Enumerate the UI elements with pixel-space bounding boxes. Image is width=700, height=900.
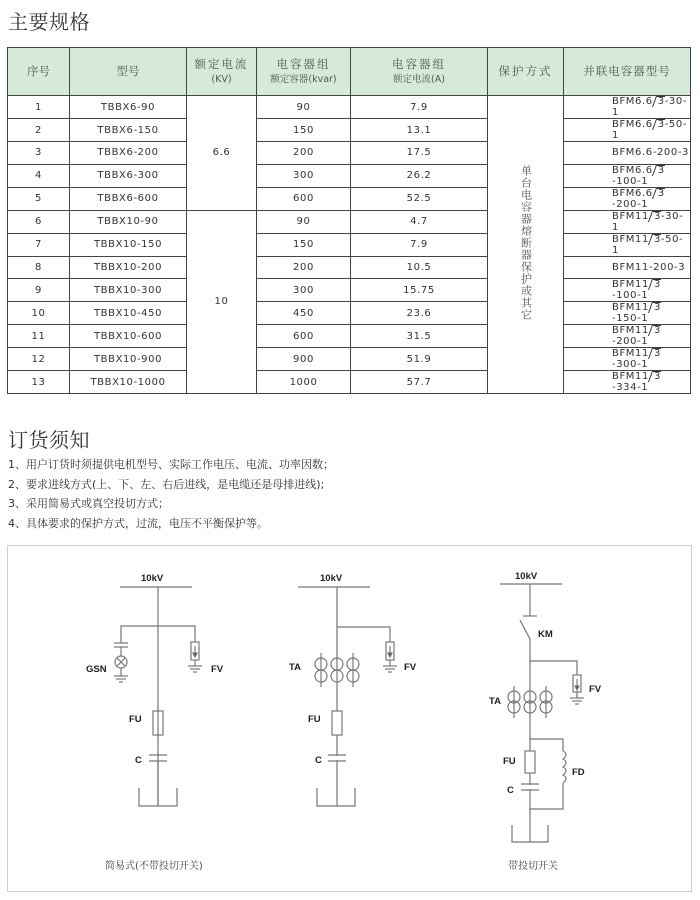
cell-current: 13.1 xyxy=(351,119,488,142)
header-no: 序号 xyxy=(8,48,70,96)
bfm-suffix: -200-1 xyxy=(612,336,649,348)
cell-model: TBBX10-200 xyxy=(70,256,187,279)
left-diagram-caption: 简易式(不带投切开关) xyxy=(105,861,203,872)
header-protection: 保护方式 xyxy=(488,48,564,96)
bfm-prefix: BFM11 xyxy=(612,325,649,337)
sqrt-radicand: 3 xyxy=(657,187,665,199)
sqrt-radicand: 3 xyxy=(653,371,661,383)
cell-current: 31.5 xyxy=(351,325,488,348)
sqrt-radicand: 3 xyxy=(657,119,665,130)
cell-capacity: 150 xyxy=(257,233,351,256)
cell-capacity: 150 xyxy=(257,119,351,142)
right-fv-label: FV xyxy=(589,684,602,695)
header-voltage-line1: 额定电流 xyxy=(194,56,249,71)
header-model: 型号 xyxy=(70,48,187,96)
header-current-line1: 电容器组 xyxy=(392,56,446,71)
right-fd-label: FD xyxy=(572,767,585,778)
bfm-prefix: BFM11 xyxy=(612,279,649,291)
right-km-label: KM xyxy=(538,629,553,640)
right-bus-label: 10kV xyxy=(515,571,538,582)
cell-capacity: 90 xyxy=(257,210,351,233)
bfm-suffix: -300-1 xyxy=(612,359,649,371)
cell-current: 4.7 xyxy=(351,210,488,233)
header-voltage-line2: (KV) xyxy=(211,73,232,85)
middle-c-label: C xyxy=(315,755,322,766)
cell-model: TBBX10-600 xyxy=(70,325,187,348)
cell-model: TBBX6-90 xyxy=(70,96,187,119)
sqrt-radicand: 3 xyxy=(653,279,661,291)
cell-model: TBBX10-1000 xyxy=(70,371,187,394)
cell-model: TBBX10-90 xyxy=(70,210,187,233)
cell-capacity: 200 xyxy=(257,142,351,165)
cell-voltage: 6.6 xyxy=(187,96,257,211)
sqrt-radicand: 3 xyxy=(653,233,661,245)
bfm-suffix: -50-1 xyxy=(612,233,684,256)
diagram-switching xyxy=(489,571,602,842)
cell-capacity: 300 xyxy=(257,279,351,302)
protection-method-text: 单台电容器熔断器保护或其它 xyxy=(519,165,533,322)
cell-current: 7.9 xyxy=(351,233,488,256)
cell-model: TBBX6-300 xyxy=(70,164,187,187)
fuse-icon xyxy=(525,751,535,773)
right-c-label: C xyxy=(507,785,514,796)
sqrt-radicand: 3 xyxy=(657,164,665,176)
sqrt-radicand: 3 xyxy=(657,96,665,107)
bfm-prefix: BFM11-200-3 xyxy=(612,261,686,273)
cell-current: 17.5 xyxy=(351,142,488,165)
cell-current: 7.9 xyxy=(351,96,488,119)
middle-bus-label: 10kV xyxy=(320,573,343,584)
sqrt-radicand: 3 xyxy=(653,348,661,360)
cell-capacity: 90 xyxy=(257,96,351,119)
cell-model: TBBX10-150 xyxy=(70,233,187,256)
left-gsn-label: GSN xyxy=(86,664,107,675)
left-bus-label: 10kV xyxy=(141,573,164,584)
left-fu-label: FU xyxy=(129,714,142,725)
cell-current: 26.2 xyxy=(351,164,488,187)
cell-no: 2 xyxy=(8,119,70,142)
order-note: 4、具体要求的保护方式，过流，电压不平衡保护等。 xyxy=(8,516,268,530)
bfm-suffix: -150-1 xyxy=(612,313,649,325)
cell-capacity: 1000 xyxy=(257,371,351,394)
middle-ta-label: TA xyxy=(289,662,301,673)
cell-current: 51.9 xyxy=(351,348,488,371)
sqrt-radicand: 3 xyxy=(653,302,661,314)
left-fv-label: FV xyxy=(211,664,224,675)
header-current-line2: 额定电流(A) xyxy=(393,73,445,85)
arrester-arrow-head xyxy=(575,686,579,690)
cell-current: 15.75 xyxy=(351,279,488,302)
bfm-suffix: -30-1 xyxy=(612,96,688,118)
cell-no: 7 xyxy=(8,233,70,256)
arrester-arrow-head xyxy=(193,653,197,657)
cell-current: 10.5 xyxy=(351,256,488,279)
bfm-prefix: BFM6.6 xyxy=(612,119,653,130)
diagram-simple xyxy=(86,573,224,806)
right-fd-branch xyxy=(530,783,563,809)
bfm-suffix: -100-1 xyxy=(612,290,649,302)
order-section-title: 订货须知 xyxy=(8,428,90,452)
cell-current: 52.5 xyxy=(351,187,488,210)
middle-ground-tray xyxy=(317,788,355,806)
header-capacity-line1: 电容器组 xyxy=(276,56,331,71)
middle-fv-label: FV xyxy=(404,662,417,673)
cell-capacity: 300 xyxy=(257,164,351,187)
bfm-suffix: -50-1 xyxy=(612,119,688,141)
bfm-prefix: BFM11 xyxy=(612,348,649,360)
cell-voltage: 10 xyxy=(187,210,257,394)
cell-model: TBBX6-600 xyxy=(70,187,187,210)
right-fu-label: FU xyxy=(503,756,516,767)
header-parallel-model: 并联电容器型号 xyxy=(564,48,691,96)
order-note: 1、用户订货时须提供电机型号、实际工作电压、电流、功率因数； xyxy=(8,458,334,471)
order-note: 3、采用简易式或真空投切方式； xyxy=(8,497,169,510)
cell-capacity: 900 xyxy=(257,348,351,371)
sqrt-radicand: 3 xyxy=(653,325,661,337)
bfm-prefix: BFM6.6-200-3 xyxy=(612,147,690,159)
cell-no: 3 xyxy=(8,142,70,165)
bfm-prefix: BFM6.6 xyxy=(612,96,653,107)
bfm-suffix: -200-1 xyxy=(612,198,649,210)
cell-no: 12 xyxy=(8,348,70,371)
cell-no: 1 xyxy=(8,96,70,119)
bfm-suffix: -334-1 xyxy=(612,382,649,394)
spec-section-title: 主要规格 xyxy=(8,10,90,34)
current-transformer-icon xyxy=(315,653,359,687)
cell-capacity: 200 xyxy=(257,256,351,279)
switch-icon xyxy=(520,620,530,639)
cell-no: 8 xyxy=(8,256,70,279)
right-diagram-caption: 带投切开关 xyxy=(508,861,558,872)
cell-no: 5 xyxy=(8,187,70,210)
bfm-prefix: BFM11 xyxy=(612,371,649,383)
cell-no: 13 xyxy=(8,371,70,394)
cell-model: TBBX6-200 xyxy=(70,142,187,165)
order-note: 2、要求进线方式(上、下、左、右后进线，是电缆还是母排进线); xyxy=(8,477,325,491)
header-capacity-line2: 额定容器(kvar) xyxy=(270,73,337,85)
right-fd-branch xyxy=(530,739,563,751)
cell-no: 4 xyxy=(8,164,70,187)
cell-capacity: 450 xyxy=(257,302,351,325)
middle-branch xyxy=(337,627,390,642)
cell-no: 10 xyxy=(8,302,70,325)
inductor-icon xyxy=(563,751,566,783)
left-c-label: C xyxy=(135,755,142,766)
bfm-suffix: -100-1 xyxy=(612,175,649,187)
arrester-arrow-head xyxy=(388,653,392,657)
bfm-prefix: BFM11 xyxy=(612,233,649,245)
cell-capacity: 600 xyxy=(257,325,351,348)
cell-no: 6 xyxy=(8,210,70,233)
cell-no: 9 xyxy=(8,279,70,302)
middle-fu-label: FU xyxy=(308,714,321,725)
fuse-icon xyxy=(332,711,342,735)
cell-capacity: 600 xyxy=(257,187,351,210)
bfm-prefix: BFM11 xyxy=(612,210,649,222)
cell-no: 11 xyxy=(8,325,70,348)
cell-current: 57.7 xyxy=(351,371,488,394)
bfm-prefix: BFM11 xyxy=(612,302,649,314)
cell-model: TBBX10-450 xyxy=(70,302,187,325)
right-ta-label: TA xyxy=(489,696,501,707)
bfm-suffix: -30-1 xyxy=(612,210,684,233)
sqrt-radicand: 3 xyxy=(653,210,661,222)
right-branch xyxy=(530,661,577,675)
cell-model: TBBX10-300 xyxy=(70,279,187,302)
cell-current: 23.6 xyxy=(351,302,488,325)
cell-model: TBBX6-150 xyxy=(70,119,187,142)
bfm-prefix: BFM6.6 xyxy=(612,187,653,199)
cell-model: TBBX10-900 xyxy=(70,348,187,371)
bfm-prefix: BFM6.6 xyxy=(612,164,653,176)
diagram-middle xyxy=(289,573,417,806)
